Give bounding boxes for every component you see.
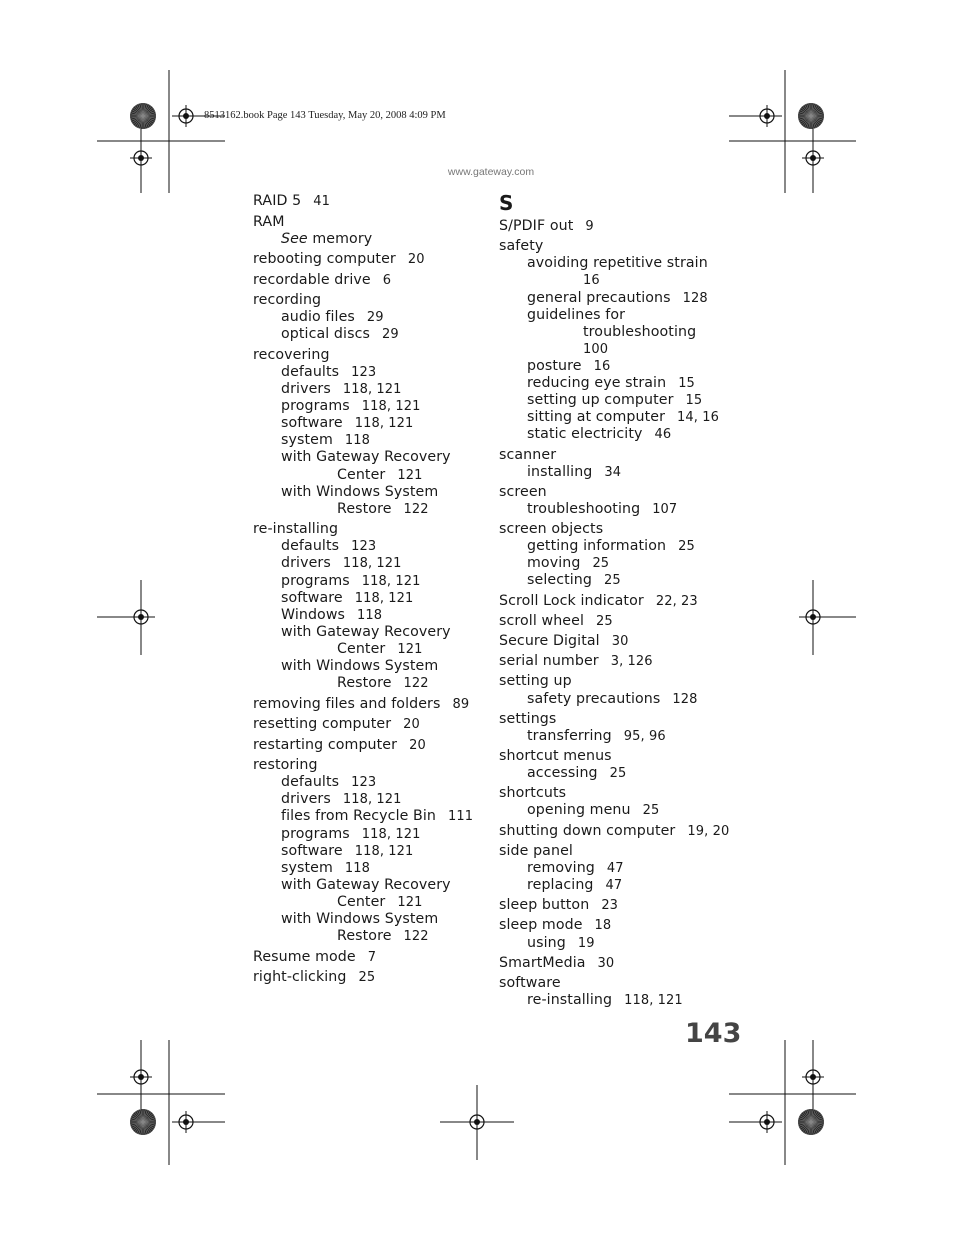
entry-page-numbers: 118, 121 bbox=[354, 416, 414, 432]
index-entry bbox=[253, 272, 391, 289]
entry-page-numbers: 118 bbox=[344, 860, 371, 876]
entry-term: opening menu bbox=[527, 802, 631, 819]
index-entry bbox=[499, 521, 603, 538]
entry-page-numbers: 15 bbox=[685, 393, 703, 409]
entry-term: settings bbox=[499, 710, 557, 727]
entry-term: side panel bbox=[499, 842, 573, 859]
entry-page-numbers: 25 bbox=[609, 766, 627, 782]
entry-term: Restore bbox=[337, 500, 392, 517]
entry-term: Secure Digital bbox=[499, 633, 600, 649]
index-subentry bbox=[281, 877, 451, 894]
entry-page-numbers: 23 bbox=[601, 898, 619, 914]
entry-page-numbers: 123 bbox=[351, 364, 377, 380]
index-entry bbox=[499, 218, 594, 235]
entry-term: general precautions bbox=[527, 289, 671, 306]
index-entry bbox=[499, 975, 561, 992]
print-header-note: 8513162.book Page 143 Tuesday, May 20, 2008 4:09 PM bbox=[204, 110, 446, 121]
index-entry bbox=[499, 484, 547, 501]
entry-page-numbers: 25 bbox=[595, 613, 613, 629]
index-subentry bbox=[281, 607, 382, 624]
index-entry bbox=[499, 673, 572, 690]
index-entry bbox=[253, 214, 285, 231]
index-subentry bbox=[527, 358, 610, 375]
entry-page-numbers: 118, 121 bbox=[361, 399, 421, 415]
entry-page-numbers: 121 bbox=[397, 894, 423, 910]
entry-term: system bbox=[281, 432, 333, 449]
entry-page-numbers: 118, 121 bbox=[624, 993, 683, 1008]
entry-page-numbers: 128 bbox=[682, 290, 708, 306]
index-subentry bbox=[527, 255, 708, 272]
index-entry bbox=[253, 347, 330, 364]
index-subentry bbox=[337, 467, 422, 484]
index-subentry bbox=[583, 272, 600, 289]
index-subentry bbox=[281, 381, 402, 398]
entry-page-numbers: 122 bbox=[403, 676, 429, 692]
entry-page-numbers: 118, 121 bbox=[354, 590, 414, 606]
index-subentry bbox=[527, 992, 683, 1009]
index-subentry bbox=[527, 392, 702, 409]
index-entry bbox=[499, 748, 612, 765]
entry-term: sitting at computer bbox=[527, 409, 665, 426]
entry-page-numbers: 107 bbox=[652, 501, 678, 517]
see-reference-label: See bbox=[281, 230, 313, 247]
entry-page-numbers: 89 bbox=[452, 696, 470, 712]
entry-term: RAID 5 bbox=[253, 193, 302, 209]
index-subentry bbox=[337, 675, 429, 692]
index-subentry bbox=[337, 641, 422, 658]
entry-page-numbers: 118, 121 bbox=[342, 382, 402, 397]
entry-page-numbers: 9 bbox=[585, 219, 594, 234]
entry-term: avoiding repetitive strain bbox=[527, 255, 708, 272]
entry-term: shutting down computer bbox=[499, 822, 676, 839]
entry-page-numbers: 47 bbox=[606, 860, 624, 876]
entry-page-numbers: 122 bbox=[403, 501, 429, 517]
entry-page-numbers: 41 bbox=[313, 194, 330, 209]
index-entry bbox=[253, 737, 426, 754]
entry-page-numbers: 100 bbox=[583, 341, 609, 357]
entry-page-numbers: 25 bbox=[592, 556, 610, 572]
entry-term: posture bbox=[527, 357, 582, 374]
index-subentry bbox=[527, 307, 625, 324]
index-subentry bbox=[527, 765, 626, 782]
entry-page-numbers: 25 bbox=[358, 970, 376, 986]
entry-term: guidelines for bbox=[527, 306, 626, 323]
index-subentry bbox=[337, 501, 429, 518]
entry-term: recording bbox=[253, 292, 322, 309]
entry-term: Scroll Lock indicator bbox=[499, 592, 644, 609]
entry-term: S/PDIF out bbox=[499, 218, 574, 234]
entry-term: re-installing bbox=[253, 521, 339, 538]
entry-term: using bbox=[527, 934, 566, 951]
index-subentry bbox=[527, 728, 666, 745]
entry-page-numbers: 34 bbox=[604, 464, 622, 480]
entry-page-numbers: 128 bbox=[672, 691, 698, 707]
index-subentry bbox=[281, 555, 402, 572]
entry-term: files from Recycle Bin bbox=[281, 808, 437, 825]
entry-term: with Gateway Recovery bbox=[281, 623, 451, 640]
entry-term: restoring bbox=[253, 757, 318, 774]
entry-term: accessing bbox=[527, 765, 598, 782]
entry-term: software bbox=[281, 842, 343, 859]
entry-term: software bbox=[281, 589, 343, 606]
index-entry bbox=[253, 949, 376, 966]
index-subentry bbox=[527, 860, 624, 877]
index-subentry bbox=[527, 877, 622, 894]
index-entry bbox=[253, 969, 375, 986]
index-subentry bbox=[281, 449, 451, 466]
entry-term: removing files and folders bbox=[253, 695, 441, 712]
entry-term: programs bbox=[281, 572, 350, 589]
entry-page-numbers: 111 bbox=[448, 809, 474, 825]
index-subentry bbox=[281, 911, 438, 928]
entry-page-numbers: 16 bbox=[593, 358, 611, 374]
index-subentry bbox=[527, 802, 659, 819]
entry-term: setting up computer bbox=[527, 392, 674, 409]
index-subentry bbox=[281, 808, 473, 825]
index-entry bbox=[499, 955, 614, 972]
index-subentry bbox=[281, 415, 413, 432]
entry-page-numbers: 16 bbox=[583, 273, 600, 289]
entry-term: troubleshooting bbox=[583, 323, 697, 340]
index-entry bbox=[499, 613, 613, 630]
entry-term: setting up bbox=[499, 673, 572, 690]
entry-term: removing bbox=[527, 859, 595, 876]
entry-term: audio files bbox=[281, 309, 355, 326]
index-entry bbox=[499, 785, 566, 802]
entry-term: safety bbox=[499, 238, 544, 255]
entry-term: defaults bbox=[281, 363, 340, 380]
entry-page-numbers: 118, 121 bbox=[342, 792, 402, 808]
index-entry bbox=[499, 633, 628, 650]
index-subentry bbox=[281, 573, 420, 590]
entry-term: Windows bbox=[281, 606, 346, 623]
entry-term: with Gateway Recovery bbox=[281, 449, 451, 466]
entry-page-numbers: 46 bbox=[654, 427, 672, 443]
entry-term: drivers bbox=[281, 555, 331, 572]
entry-page-numbers: 30 bbox=[611, 634, 629, 649]
index-subentry bbox=[527, 555, 609, 572]
entry-page-numbers: 20 bbox=[403, 717, 420, 733]
entry-term: selecting bbox=[527, 572, 592, 589]
entry-term: shortcut menus bbox=[499, 748, 612, 764]
entry-term: Center bbox=[337, 893, 386, 910]
entry-term: software bbox=[499, 974, 561, 991]
index-subentry bbox=[281, 791, 402, 808]
entry-term: resetting computer bbox=[253, 716, 392, 733]
entry-term: recordable drive bbox=[253, 271, 371, 288]
entry-page-numbers: 118 bbox=[344, 433, 371, 449]
entry-page-numbers: 121 bbox=[397, 467, 423, 483]
index-subentry bbox=[281, 231, 372, 248]
entry-term: sleep mode bbox=[499, 917, 583, 934]
entry-page-numbers: 3, 126 bbox=[610, 654, 653, 670]
entry-page-numbers: 14, 16 bbox=[677, 410, 719, 426]
entry-term: defaults bbox=[281, 774, 340, 791]
entry-term: recovering bbox=[253, 346, 330, 363]
entry-term: drivers bbox=[281, 381, 331, 397]
index-subentry bbox=[281, 658, 438, 675]
entry-page-numbers: 25 bbox=[678, 539, 695, 555]
index-entry bbox=[499, 238, 543, 255]
index-entry bbox=[499, 823, 729, 840]
entry-term: troubleshooting bbox=[527, 500, 641, 517]
entry-term: Restore bbox=[337, 928, 392, 945]
entry-page-numbers: 19 bbox=[577, 935, 595, 951]
index-subentry bbox=[281, 484, 438, 501]
index-subentry bbox=[281, 843, 413, 860]
entry-term: right-clicking bbox=[253, 969, 347, 986]
entry-page-numbers: 118, 121 bbox=[342, 556, 402, 572]
index-subentry bbox=[281, 774, 376, 791]
entry-page-numbers: 121 bbox=[397, 641, 423, 657]
entry-page-numbers: 29 bbox=[366, 310, 384, 326]
entry-term: system bbox=[281, 859, 333, 876]
index-subentry bbox=[281, 398, 420, 415]
index-subentry bbox=[527, 290, 708, 307]
index-subentry bbox=[527, 501, 677, 518]
entry-page-numbers: 25 bbox=[642, 803, 660, 819]
entry-page-numbers: 29 bbox=[381, 327, 399, 343]
entry-term: Resume mode bbox=[253, 948, 356, 965]
entry-page-numbers: 22, 23 bbox=[655, 593, 698, 609]
entry-term: getting information bbox=[527, 538, 667, 555]
index-subentry bbox=[527, 538, 695, 555]
index-subentry bbox=[527, 935, 595, 952]
entry-term: shortcuts bbox=[499, 785, 567, 802]
section-letter: S bbox=[499, 191, 514, 215]
entry-term: Center bbox=[337, 466, 386, 483]
entry-term: screen objects bbox=[499, 521, 604, 538]
entry-term: scroll wheel bbox=[499, 612, 584, 629]
entry-term: Restore bbox=[337, 675, 392, 692]
page-number: 143 bbox=[685, 1018, 742, 1049]
index-subentry bbox=[281, 826, 420, 843]
index-subentry bbox=[281, 590, 413, 607]
entry-term: installing bbox=[527, 463, 593, 480]
entry-page-numbers: 25 bbox=[604, 573, 621, 589]
entry-page-numbers: 19, 20 bbox=[687, 823, 730, 839]
entry-page-numbers: 15 bbox=[678, 376, 695, 391]
index-subentry bbox=[281, 860, 370, 877]
entry-term: restarting computer bbox=[253, 736, 398, 753]
index-subentry bbox=[281, 624, 451, 641]
entry-term: with Windows System bbox=[281, 658, 439, 674]
entry-page-numbers: 118, 121 bbox=[354, 843, 414, 859]
index-subentry bbox=[281, 326, 399, 343]
entry-term: programs bbox=[281, 398, 350, 415]
index-subentry bbox=[281, 364, 376, 381]
entry-page-numbers: 122 bbox=[403, 929, 429, 945]
index-entry bbox=[499, 447, 556, 464]
entry-term: programs bbox=[281, 825, 350, 842]
index-entry bbox=[499, 897, 618, 914]
index-subentry bbox=[527, 464, 621, 481]
entry-page-numbers: 118, 121 bbox=[361, 573, 421, 589]
entry-term: with Windows System bbox=[281, 483, 439, 500]
index-subentry bbox=[281, 309, 384, 326]
entry-page-numbers: 118 bbox=[357, 607, 383, 623]
index-subentry bbox=[527, 409, 719, 426]
index-subentry bbox=[527, 691, 698, 708]
entry-page-numbers: 123 bbox=[351, 539, 377, 555]
entry-term: screen bbox=[499, 483, 547, 500]
index-entry bbox=[499, 653, 653, 670]
index-entry bbox=[499, 917, 611, 934]
entry-term: scanner bbox=[499, 446, 557, 463]
index-subentry bbox=[527, 375, 695, 392]
entry-page-numbers: 18 bbox=[594, 918, 612, 934]
entry-term: reducing eye strain bbox=[527, 375, 667, 391]
entry-term: with Windows System bbox=[281, 911, 439, 927]
entry-term: RAM bbox=[253, 213, 285, 230]
entry-term: replacing bbox=[527, 877, 594, 893]
entry-page-numbers: 47 bbox=[605, 878, 623, 893]
entry-page-numbers: 30 bbox=[597, 955, 615, 971]
entry-term: SmartMedia bbox=[499, 954, 586, 971]
entry-page-numbers: 95, 96 bbox=[623, 728, 666, 744]
index-entry bbox=[253, 251, 425, 268]
entry-term: with Gateway Recovery bbox=[281, 876, 451, 893]
index-entry bbox=[253, 292, 321, 309]
index-entry bbox=[253, 521, 338, 538]
index-subentry bbox=[281, 538, 376, 555]
index-subentry bbox=[527, 572, 621, 589]
entry-page-numbers: 6 bbox=[382, 272, 392, 288]
index-entry bbox=[253, 757, 318, 774]
index-entry bbox=[253, 696, 469, 713]
index-subentry bbox=[281, 432, 370, 449]
index-subentry bbox=[527, 426, 671, 443]
entry-term: serial number bbox=[499, 653, 599, 670]
index-entry bbox=[499, 711, 556, 728]
index-subentry bbox=[583, 324, 696, 341]
entry-page-numbers: 20 bbox=[407, 252, 425, 268]
entry-term: moving bbox=[527, 555, 581, 572]
index-entry bbox=[499, 593, 698, 610]
entry-page-numbers: 7 bbox=[367, 949, 377, 965]
entry-term: memory bbox=[312, 230, 373, 247]
site-url: www.gateway.com bbox=[447, 166, 535, 178]
entry-term: safety precautions bbox=[527, 690, 661, 707]
index-entry bbox=[499, 843, 573, 860]
entry-term: optical discs bbox=[281, 326, 370, 343]
entry-term: transferring bbox=[527, 727, 612, 744]
entry-term: defaults bbox=[281, 538, 340, 555]
entry-term: sleep button bbox=[499, 897, 590, 914]
entry-page-numbers: 123 bbox=[351, 775, 377, 791]
entry-term: static electricity bbox=[527, 426, 643, 443]
entry-term: Center bbox=[337, 640, 386, 657]
entry-term: rebooting computer bbox=[253, 251, 396, 268]
index-subentry bbox=[337, 928, 429, 945]
index-entry bbox=[253, 716, 420, 733]
entry-term: drivers bbox=[281, 791, 331, 808]
entry-page-numbers: 118, 121 bbox=[361, 826, 421, 842]
index-subentry bbox=[337, 894, 422, 911]
entry-term: re-installing bbox=[527, 992, 613, 1008]
entry-term: software bbox=[281, 415, 343, 432]
entry-page-numbers: 20 bbox=[409, 737, 426, 753]
index-subentry bbox=[583, 341, 608, 358]
index-entry bbox=[253, 193, 330, 210]
